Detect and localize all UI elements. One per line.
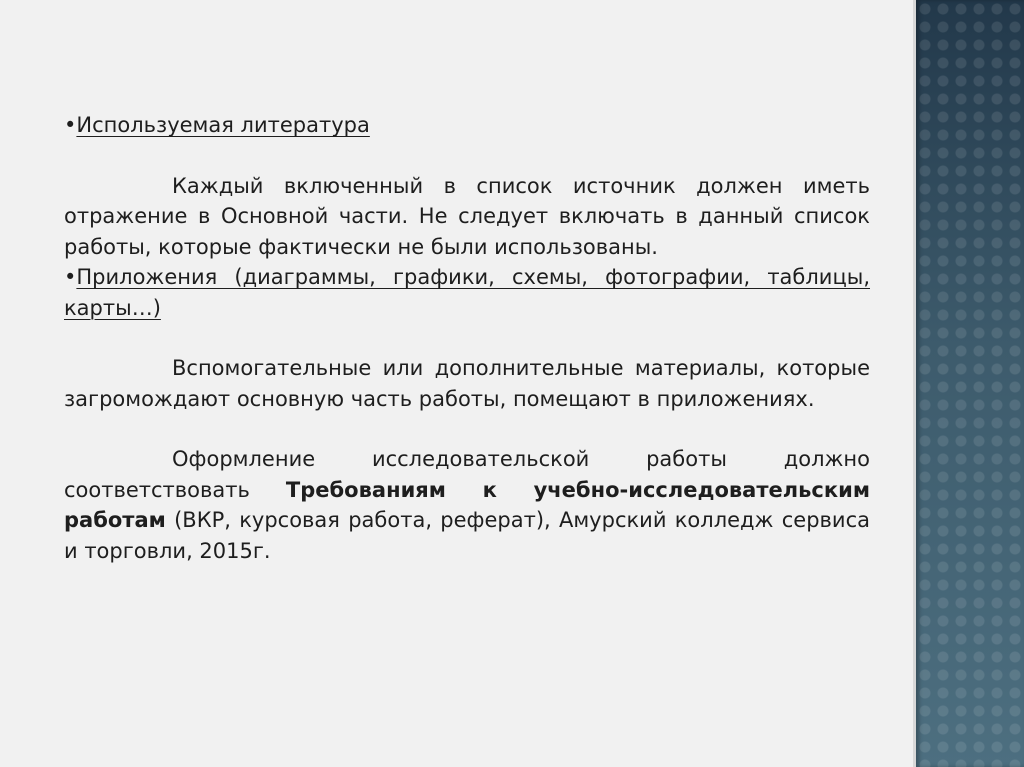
slide-content	[64, 110, 870, 566]
decorative-side-panel	[916, 0, 1024, 767]
appendix-paragraph: Вспомогательные или дополнительные материалы, которые загромождают основную часть работы, помещают в приложениях.	[64, 356, 870, 411]
bullet-literature	[64, 110, 870, 141]
bullet-symbol: •	[64, 265, 77, 289]
bullet-appendix	[64, 262, 870, 323]
spacer	[64, 414, 870, 444]
formatting-text-end: (ВКР, курсовая работа, реферат), Амурский колледж сервиса и торговли, 2015г.	[64, 508, 870, 563]
formatting-paragraph	[64, 444, 870, 566]
appendix-heading: Приложения (диаграммы, графики, схемы, фотографии, таблицы, карты…)	[64, 265, 870, 320]
spacer	[64, 323, 870, 353]
spacer	[64, 141, 870, 171]
formatting-text-start: Оформление исследовательской работы должно соответствовать	[64, 447, 870, 502]
literature-heading: Используемая литература	[76, 113, 370, 137]
bullet-symbol: •	[64, 113, 77, 137]
literature-paragraph: Каждый включенный в список источник должен иметь отражение в Основной части. Не следует включать в данный список работы, которые фактически не были использованы.	[64, 173, 870, 259]
requirements-title: Требованиям к учебно-исследовательским работам	[64, 477, 870, 532]
